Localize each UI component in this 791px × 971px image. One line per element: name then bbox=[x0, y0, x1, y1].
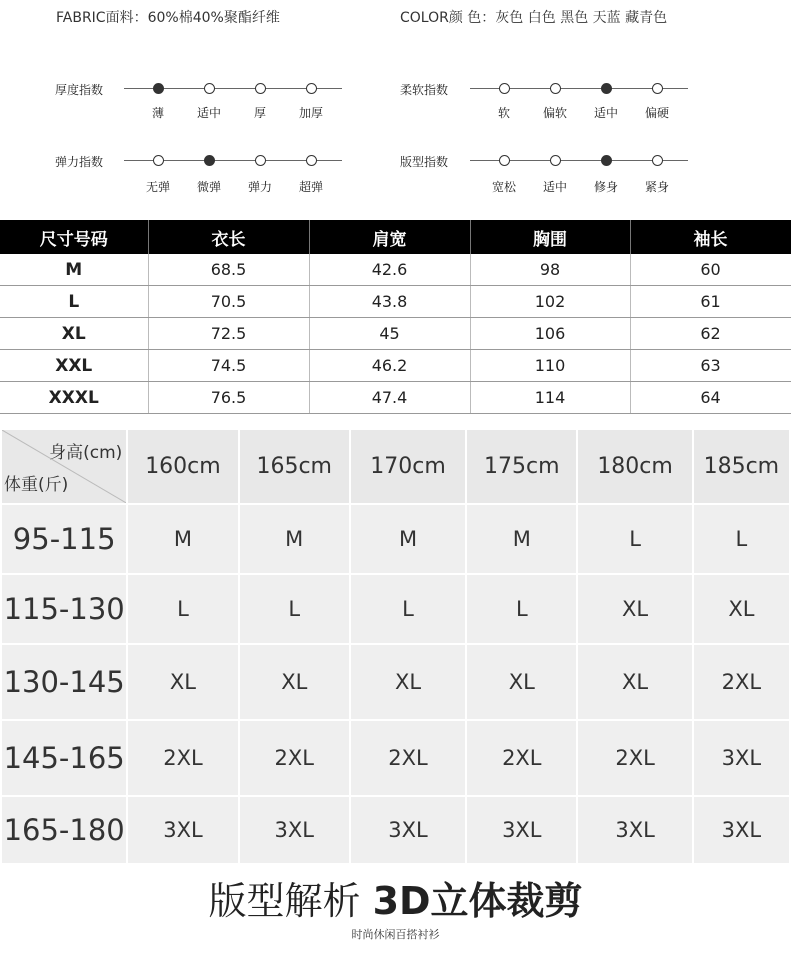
scale-label: 厚度指数 bbox=[55, 83, 104, 97]
measure-cell: 45 bbox=[309, 318, 470, 350]
measure-cell: 106 bbox=[470, 318, 630, 350]
recommended-size-cell: M bbox=[351, 505, 465, 573]
measure-cell: 47.4 bbox=[309, 382, 470, 414]
weight-cell: 95-115 bbox=[2, 505, 126, 573]
recommended-size-cell: 2XL bbox=[240, 721, 349, 795]
table-row bbox=[2, 575, 789, 643]
scale-tick-label: 软 bbox=[497, 106, 511, 120]
size-header-cell: 尺寸号码 bbox=[0, 220, 148, 254]
recommended-size-cell: 2XL bbox=[694, 645, 789, 719]
measure-cell: 60 bbox=[630, 254, 791, 286]
measure-cell: 74.5 bbox=[148, 350, 309, 382]
recommended-size-cell: XL bbox=[128, 645, 237, 719]
weight-cell: 165-180 bbox=[2, 797, 126, 863]
weight-cell: 145-165 bbox=[2, 721, 126, 795]
size-cell: XXXL bbox=[0, 382, 148, 414]
size-cell: L bbox=[0, 286, 148, 318]
recommended-size-cell: 3XL bbox=[128, 797, 237, 863]
measure-cell: 46.2 bbox=[309, 350, 470, 382]
scale-dot bbox=[306, 155, 317, 166]
scale-tick-label: 厚 bbox=[253, 106, 267, 120]
recommended-size-cell: 3XL bbox=[467, 797, 576, 863]
recommended-size-cell: 2XL bbox=[467, 721, 576, 795]
scale-label: 柔软指数 bbox=[400, 83, 449, 97]
table-row bbox=[0, 286, 791, 318]
height-header-cell: 175cm bbox=[467, 430, 576, 503]
recommended-size-cell: 3XL bbox=[351, 797, 465, 863]
size-cell: M bbox=[0, 254, 148, 286]
table-row bbox=[2, 505, 789, 573]
size-cell: XXL bbox=[0, 350, 148, 382]
measure-cell: 43.8 bbox=[309, 286, 470, 318]
scale-dot-selected bbox=[601, 83, 612, 94]
measure-cell: 76.5 bbox=[148, 382, 309, 414]
recommended-size-cell: M bbox=[467, 505, 576, 573]
scale-dot-selected bbox=[601, 155, 612, 166]
size-table bbox=[0, 220, 791, 414]
rec-table-header bbox=[2, 430, 789, 503]
recommended-size-cell: XL bbox=[240, 645, 349, 719]
scale-dot bbox=[306, 83, 317, 94]
size-header-cell: 衣长 bbox=[148, 220, 309, 254]
scale-tick-label: 适中 bbox=[542, 180, 568, 194]
measure-cell: 62 bbox=[630, 318, 791, 350]
table-row bbox=[2, 797, 789, 863]
measure-cell: 61 bbox=[630, 286, 791, 318]
measure-cell: 63 bbox=[630, 350, 791, 382]
title-light: 版型解析 bbox=[208, 879, 361, 923]
measure-cell: 42.6 bbox=[309, 254, 470, 286]
size-cell: XL bbox=[0, 318, 148, 350]
recommended-size-cell: L bbox=[694, 505, 789, 573]
height-axis-label: 身高(cm) bbox=[49, 443, 123, 463]
measure-cell: 110 bbox=[470, 350, 630, 382]
recommended-size-cell: L bbox=[240, 575, 349, 643]
title-bold: 3D立体裁剪 bbox=[372, 879, 583, 923]
recommended-size-cell: 2XL bbox=[128, 721, 237, 795]
recommended-size-cell: XL bbox=[694, 575, 789, 643]
measure-cell: 72.5 bbox=[148, 318, 309, 350]
scale-tick-label: 超弹 bbox=[298, 180, 324, 194]
scale-tick-label: 偏软 bbox=[542, 106, 568, 120]
weight-cell: 115-130 bbox=[2, 575, 126, 643]
scale-tick-label: 薄 bbox=[151, 106, 165, 120]
height-header-cell: 165cm bbox=[240, 430, 349, 503]
scale-label: 弹力指数 bbox=[55, 155, 104, 169]
scale-tick-label: 适中 bbox=[196, 106, 222, 120]
recommended-size-cell: L bbox=[128, 575, 237, 643]
recommended-size-cell: L bbox=[351, 575, 465, 643]
scale-dot bbox=[652, 83, 663, 94]
scale-dot-selected bbox=[153, 83, 164, 94]
rec-corner-cell bbox=[2, 430, 126, 503]
scale-dot bbox=[652, 155, 663, 166]
scale-dot bbox=[255, 83, 266, 94]
measure-cell: 98 bbox=[470, 254, 630, 286]
height-header-cell: 160cm bbox=[128, 430, 237, 503]
scale-tick-label: 偏硬 bbox=[644, 106, 670, 120]
scale-dot bbox=[550, 83, 561, 94]
measure-cell: 102 bbox=[470, 286, 630, 318]
scale-dot bbox=[255, 155, 266, 166]
recommended-size-cell: XL bbox=[467, 645, 576, 719]
table-row bbox=[2, 721, 789, 795]
recommended-size-cell: 3XL bbox=[240, 797, 349, 863]
table-row bbox=[0, 350, 791, 382]
height-header-cell: 170cm bbox=[351, 430, 465, 503]
scale-dot bbox=[204, 83, 215, 94]
weight-cell: 130-145 bbox=[2, 645, 126, 719]
recommended-size-cell: M bbox=[128, 505, 237, 573]
fit-analysis-title bbox=[0, 870, 791, 925]
color-info: COLOR颜 色：灰色 白色 黑色 天蓝 藏青色 bbox=[400, 10, 668, 26]
recommended-size-cell: M bbox=[240, 505, 349, 573]
weight-axis-label: 体重(斤) bbox=[4, 475, 69, 495]
recommended-size-cell: XL bbox=[351, 645, 465, 719]
scale-tick-label: 弹力 bbox=[247, 180, 273, 194]
size-recommendation-table bbox=[0, 428, 791, 865]
scale-label: 版型指数 bbox=[400, 155, 449, 169]
size-header-cell: 袖长 bbox=[630, 220, 791, 254]
recommended-size-cell: 2XL bbox=[578, 721, 691, 795]
measure-cell: 64 bbox=[630, 382, 791, 414]
size-header-cell: 胸围 bbox=[470, 220, 630, 254]
table-row bbox=[0, 382, 791, 414]
scale-dot bbox=[499, 155, 510, 166]
scale-dot bbox=[499, 83, 510, 94]
subtitle: 时尚休闲百搭衬衫 bbox=[351, 928, 440, 941]
scale-tick-label: 修身 bbox=[593, 180, 619, 194]
scale-dot bbox=[550, 155, 561, 166]
height-header-cell: 180cm bbox=[578, 430, 691, 503]
recommended-size-cell: L bbox=[467, 575, 576, 643]
scale-tick-label: 紧身 bbox=[644, 180, 670, 194]
table-row bbox=[0, 318, 791, 350]
measure-cell: 70.5 bbox=[148, 286, 309, 318]
size-header-cell: 肩宽 bbox=[309, 220, 470, 254]
table-row bbox=[2, 645, 789, 719]
recommended-size-cell: 3XL bbox=[694, 797, 789, 863]
recommended-size-cell: L bbox=[578, 505, 691, 573]
recommended-size-cell: XL bbox=[578, 645, 691, 719]
scale-tick-label: 无弹 bbox=[145, 180, 171, 194]
scale-tick-label: 宽松 bbox=[491, 180, 517, 194]
size-table-header bbox=[0, 220, 791, 254]
scale-tick-label: 加厚 bbox=[298, 106, 324, 120]
table-row bbox=[0, 254, 791, 286]
scale-dot bbox=[153, 155, 164, 166]
scale-tick-label: 适中 bbox=[593, 106, 619, 120]
recommended-size-cell: 3XL bbox=[578, 797, 691, 863]
recommended-size-cell: XL bbox=[578, 575, 691, 643]
fabric-info: FABRIC面料：60%棉40%聚酯纤维 bbox=[56, 10, 280, 26]
recommended-size-cell: 3XL bbox=[694, 721, 789, 795]
recommended-size-cell: 2XL bbox=[351, 721, 465, 795]
scale-dot-selected bbox=[204, 155, 215, 166]
measure-cell: 68.5 bbox=[148, 254, 309, 286]
scale-tick-label: 微弹 bbox=[196, 180, 222, 194]
height-header-cell: 185cm bbox=[694, 430, 789, 503]
measure-cell: 114 bbox=[470, 382, 630, 414]
